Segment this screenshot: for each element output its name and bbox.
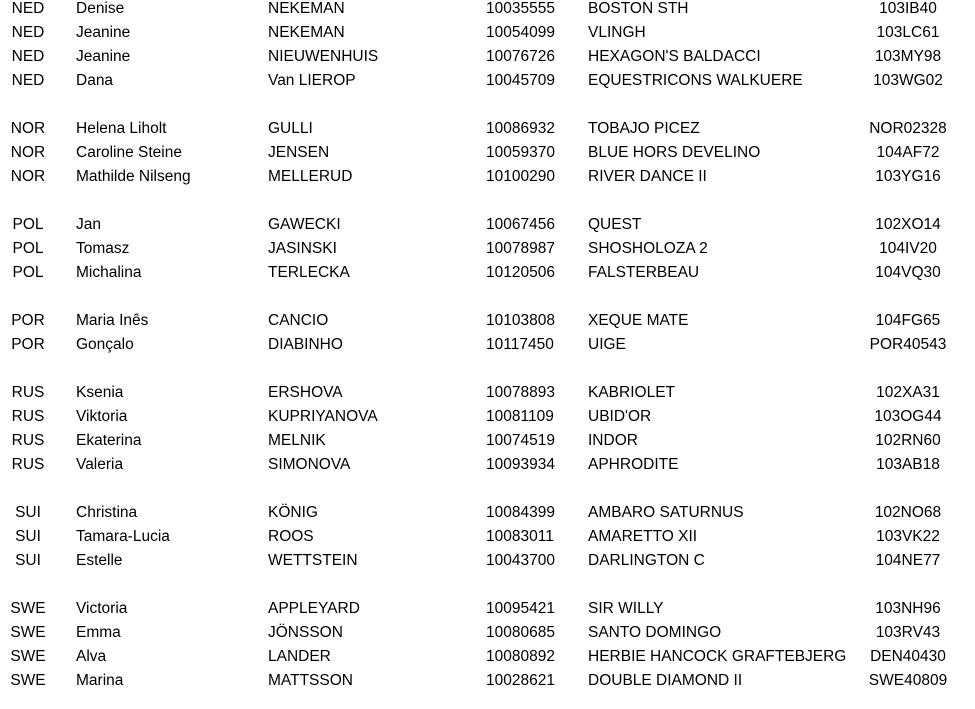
horse-name-cell: RIVER DANCE II: [588, 168, 707, 185]
last-name-cell: ROOS: [268, 528, 314, 545]
horse-id-cell: NOR02328: [869, 120, 947, 137]
last-name-cell: MELLERUD: [268, 168, 353, 185]
nation-cell: NED: [11, 72, 45, 89]
horse-id-cell: 103OG44: [874, 408, 942, 425]
horse-name-cell: HEXAGON'S BALDACCI: [588, 48, 761, 65]
horse-id-cell: POR40543: [869, 336, 947, 353]
table-row: [0, 381, 975, 405]
horse-id-cell: 103NH96: [875, 600, 941, 617]
nation-cell: SWE: [10, 624, 46, 641]
last-name-cell: APPLEYARD: [268, 600, 360, 617]
first-name-cell: Jeanine: [76, 24, 131, 41]
last-name-cell: DIABINHO: [268, 336, 343, 353]
last-name-cell: KÖNIG: [268, 504, 318, 521]
last-name-cell: NIEUWENHUIS: [268, 48, 379, 65]
horse-name-cell: QUEST: [588, 216, 642, 233]
horse-id-cell: 102XA31: [876, 384, 940, 401]
table-row: [0, 621, 975, 645]
first-name-cell: Caroline Steine: [76, 144, 182, 161]
horse-id-cell: DEN40430: [870, 648, 946, 665]
last-name-cell: ERSHOVA: [268, 384, 343, 401]
nation-cell: NED: [11, 48, 45, 65]
horse-id-cell: 104NE77: [875, 552, 941, 569]
horse-name-cell: KABRIOLET: [588, 384, 675, 401]
horse-id-cell: 103IB40: [879, 0, 937, 17]
horse-id-cell: 103AB18: [876, 456, 940, 473]
table-row: [0, 141, 975, 165]
horse-name-cell: DOUBLE DIAMOND II: [588, 672, 743, 689]
horse-id-cell: 104IV20: [879, 240, 937, 257]
last-name-cell: NEKEMAN: [268, 24, 345, 41]
rider-fei-id-cell: 10043700: [486, 552, 555, 569]
last-name-cell: Van LIEROP: [268, 72, 356, 89]
rider-fei-id-cell: 10103808: [486, 312, 555, 329]
first-name-cell: Tomasz: [76, 240, 130, 257]
table-row: [0, 597, 975, 621]
horse-name-cell: SANTO DOMINGO: [588, 624, 722, 641]
rider-fei-id-cell: 10054099: [486, 24, 555, 41]
rider-fei-id-cell: 10083011: [486, 528, 554, 545]
last-name-cell: JASINSKI: [268, 240, 337, 257]
rider-fei-id-cell: 10076726: [486, 48, 555, 65]
horse-id-cell: 103VK22: [876, 528, 940, 545]
table-row: [0, 429, 975, 453]
table-row: [0, 405, 975, 429]
rider-fei-id-cell: 10078893: [486, 384, 555, 401]
table-row: [0, 453, 975, 477]
horse-name-cell: AMBARO SATURNUS: [588, 504, 744, 521]
first-name-cell: Marina: [76, 672, 124, 689]
last-name-cell: MATTSSON: [268, 672, 353, 689]
horse-name-cell: VLINGH: [588, 24, 646, 41]
rider-fei-id-cell: 10095421: [486, 600, 555, 617]
nation-cell: POL: [12, 264, 44, 281]
first-name-cell: Denise: [76, 0, 125, 17]
horse-name-cell: APHRODITE: [588, 456, 679, 473]
horse-id-cell: 104VQ30: [875, 264, 941, 281]
rider-fei-id-cell: 10100290: [486, 168, 555, 185]
rider-fei-id-cell: 10035555: [486, 0, 555, 17]
last-name-cell: GAWECKI: [268, 216, 341, 233]
rider-fei-id-cell: 10120506: [486, 264, 555, 281]
first-name-cell: Alva: [76, 648, 107, 665]
rider-fei-id-cell: 10081109: [486, 408, 554, 425]
horse-name-cell: BOSTON STH: [588, 0, 689, 17]
table-row: [0, 645, 975, 669]
rider-fei-id-cell: 10078987: [486, 240, 555, 257]
last-name-cell: CANCIO: [268, 312, 329, 329]
horse-name-cell: SHOSHOLOZA 2: [588, 240, 708, 257]
last-name-cell: JENSEN: [268, 144, 330, 161]
horse-name-cell: EQUESTRICONS WALKUERE: [588, 72, 803, 89]
last-name-cell: MELNIK: [268, 432, 326, 449]
rider-fei-id-cell: 10059370: [486, 144, 555, 161]
nation-cell: RUS: [11, 408, 45, 425]
nation-cell: NOR: [10, 144, 46, 161]
table-row: [0, 261, 975, 285]
rider-fei-id-cell: 10045709: [486, 72, 555, 89]
last-name-cell: GULLI: [268, 120, 313, 137]
horse-id-cell: 102NO68: [874, 504, 942, 521]
first-name-cell: Estelle: [76, 552, 123, 569]
horse-id-cell: 103LC61: [876, 24, 940, 41]
table-row: [0, 333, 975, 357]
horse-name-cell: UBID'OR: [588, 408, 652, 425]
table-row: [0, 69, 975, 93]
horse-name-cell: XEQUE MATE: [588, 312, 689, 329]
table-row: [0, 501, 975, 525]
table-row: [0, 549, 975, 573]
table-row: [0, 213, 975, 237]
horse-name-cell: AMARETTO XII: [588, 528, 698, 545]
first-name-cell: Viktoria: [76, 408, 128, 425]
horse-id-cell: 103MY98: [874, 48, 942, 65]
rider-fei-id-cell: 10080892: [486, 648, 555, 665]
nation-cell: RUS: [11, 432, 45, 449]
table-row: [0, 117, 975, 141]
first-name-cell: Christina: [76, 504, 138, 521]
horse-name-cell: UIGE: [588, 336, 626, 353]
nation-cell: SWE: [10, 672, 46, 689]
nation-cell: SUI: [15, 552, 41, 569]
rider-fei-id-cell: 10074519: [486, 432, 555, 449]
nation-cell: SUI: [15, 504, 41, 521]
nation-cell: RUS: [11, 456, 45, 473]
table-row: [0, 525, 975, 549]
horse-name-cell: FALSTERBEAU: [588, 264, 700, 281]
first-name-cell: Victoria: [76, 600, 128, 617]
last-name-cell: TERLECKA: [268, 264, 350, 281]
horse-name-cell: DARLINGTON C: [588, 552, 705, 569]
rider-fei-id-cell: 10086932: [486, 120, 555, 137]
rider-fei-id-cell: 10080685: [486, 624, 555, 641]
first-name-cell: Ekaterina: [76, 432, 142, 449]
first-name-cell: Ksenia: [76, 384, 124, 401]
horse-id-cell: 104FG65: [875, 312, 941, 329]
horse-id-cell: 103RV43: [875, 624, 941, 641]
horse-id-cell: SWE40809: [868, 672, 948, 689]
first-name-cell: Tamara-Lucia: [76, 528, 170, 545]
horse-id-cell: 104AF72: [876, 144, 940, 161]
first-name-cell: Jan: [76, 216, 101, 233]
horse-id-cell: 103WG02: [873, 72, 943, 89]
last-name-cell: WETTSTEIN: [268, 552, 358, 569]
last-name-cell: NEKEMAN: [268, 0, 345, 17]
horse-id-cell: 102XO14: [875, 216, 941, 233]
first-name-cell: Emma: [76, 624, 121, 641]
last-name-cell: SIMONOVA: [268, 456, 351, 473]
nation-cell: NED: [11, 24, 45, 41]
table-row: [0, 45, 975, 69]
horse-name-cell: HERBIE HANCOCK GRAFTEBJERG: [588, 648, 847, 665]
first-name-cell: Gonçalo: [76, 336, 134, 353]
table-row: [0, 21, 975, 45]
table-row: [0, 309, 975, 333]
last-name-cell: JÖNSSON: [268, 624, 343, 641]
horse-name-cell: SIR WILLY: [588, 600, 664, 617]
table-row: [0, 165, 975, 189]
nation-cell: SWE: [10, 600, 46, 617]
first-name-cell: Helena Liholt: [76, 120, 167, 137]
last-name-cell: KUPRIYANOVA: [268, 408, 378, 425]
nation-cell: POR: [11, 336, 45, 353]
nation-cell: SWE: [10, 648, 46, 665]
nation-cell: RUS: [11, 384, 45, 401]
nation-cell: NOR: [10, 168, 46, 185]
horse-name-cell: TOBAJO PICEZ: [588, 120, 700, 137]
horse-name-cell: BLUE HORS DEVELINO: [588, 144, 761, 161]
horse-name-cell: INDOR: [588, 432, 638, 449]
nation-cell: NED: [11, 0, 45, 17]
rider-fei-id-cell: 10067456: [486, 216, 555, 233]
nation-cell: SUI: [15, 528, 41, 545]
first-name-cell: Michalina: [76, 264, 142, 281]
nation-cell: NOR: [10, 120, 46, 137]
rider-fei-id-cell: 10093934: [486, 456, 555, 473]
table-row: [0, 0, 975, 21]
first-name-cell: Mathilde Nilseng: [76, 168, 191, 185]
first-name-cell: Dana: [76, 72, 114, 89]
nation-cell: POL: [12, 216, 44, 233]
rider-fei-id-cell: 10084399: [486, 504, 555, 521]
horse-id-cell: 103YG16: [875, 168, 941, 185]
last-name-cell: LANDER: [268, 648, 331, 665]
table-row: [0, 669, 975, 693]
first-name-cell: Valeria: [76, 456, 124, 473]
rider-fei-id-cell: 10028621: [486, 672, 555, 689]
nation-cell: POR: [11, 312, 45, 329]
rider-fei-id-cell: 10117450: [486, 336, 554, 353]
horse-id-cell: 102RN60: [875, 432, 941, 449]
table-row: [0, 237, 975, 261]
first-name-cell: Jeanine: [76, 48, 131, 65]
nation-cell: POL: [12, 240, 44, 257]
first-name-cell: Maria Inês: [76, 312, 149, 329]
